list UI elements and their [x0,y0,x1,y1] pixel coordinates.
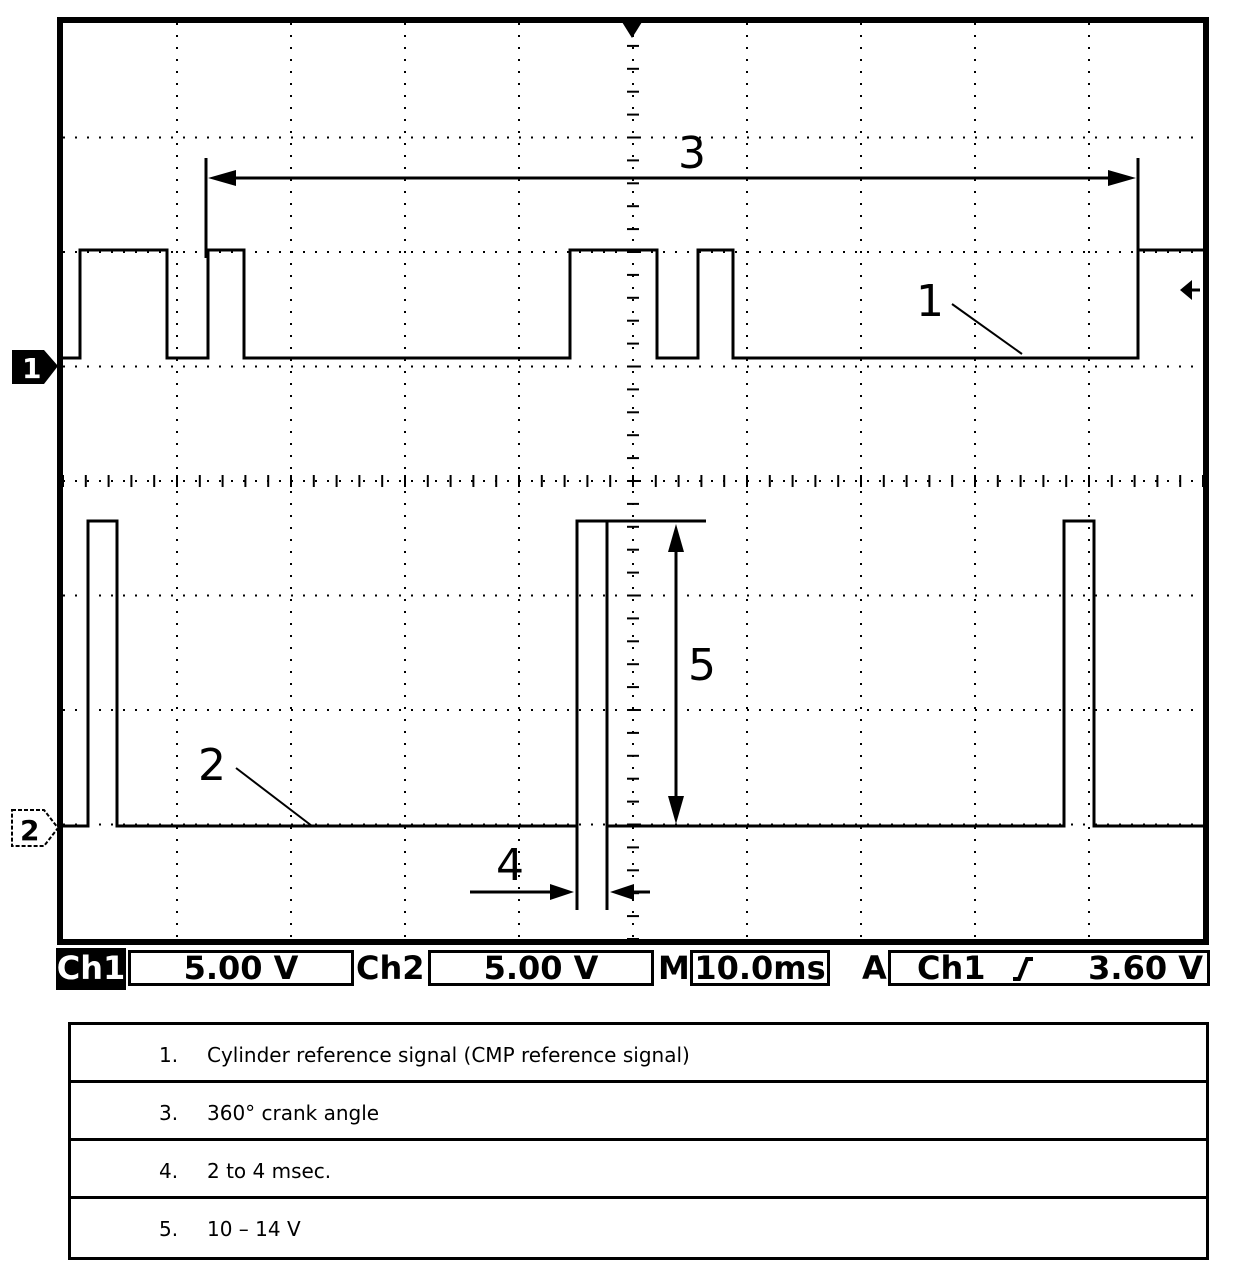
ch2-marker [12,810,58,847]
legend-number: 1. [159,1043,179,1067]
trigger-label: A [862,949,887,987]
legend-text: 2 to 4 msec. [207,1159,332,1183]
cylinder-reference-signal-trace [63,250,1203,358]
callout-4: 4 [496,840,524,891]
svg-text:2: 2 [20,814,40,847]
legend-text: 360° crank angle [207,1101,380,1125]
callout-2-leader [236,768,312,826]
trigger-box [888,950,1210,986]
timebase-label: M [658,949,690,987]
legend-table [68,1022,1209,1260]
crank-angle-dimension [206,158,1138,358]
ch2-scale: 5.00 V [428,950,654,986]
trigger-level: 3.60 V [1088,949,1203,987]
trigger-source: Ch1 [917,949,986,987]
legend-row [71,1025,1206,1083]
callout-1-leader [952,304,1022,354]
rising-edge-icon [1011,955,1035,981]
svg-text:1: 1 [22,352,42,385]
trigger-position-icon [622,22,642,38]
callout-2: 2 [198,740,226,791]
callout-1: 1 [916,276,944,327]
timebase-value: 10.0ms [690,950,830,986]
callout-3: 3 [678,128,706,179]
ch2-label: Ch2 [356,949,425,987]
legend-number: 3. [159,1101,179,1125]
legend-row [71,1199,1206,1257]
legend-text: Cylinder reference signal (CMP reference signal) [207,1043,690,1067]
legend-text: 10 – 14 V [207,1217,301,1241]
legend-row [71,1141,1206,1199]
callout-5: 5 [688,640,716,691]
legend-number: 4. [159,1159,179,1183]
legend-number: 5. [159,1217,179,1241]
ch1-label: Ch1 [56,948,126,990]
legend-row [71,1083,1206,1141]
ch1-scale: 5.00 V [128,950,354,986]
ch1-marker [12,350,58,385]
center-axis-ticks [63,23,1203,939]
